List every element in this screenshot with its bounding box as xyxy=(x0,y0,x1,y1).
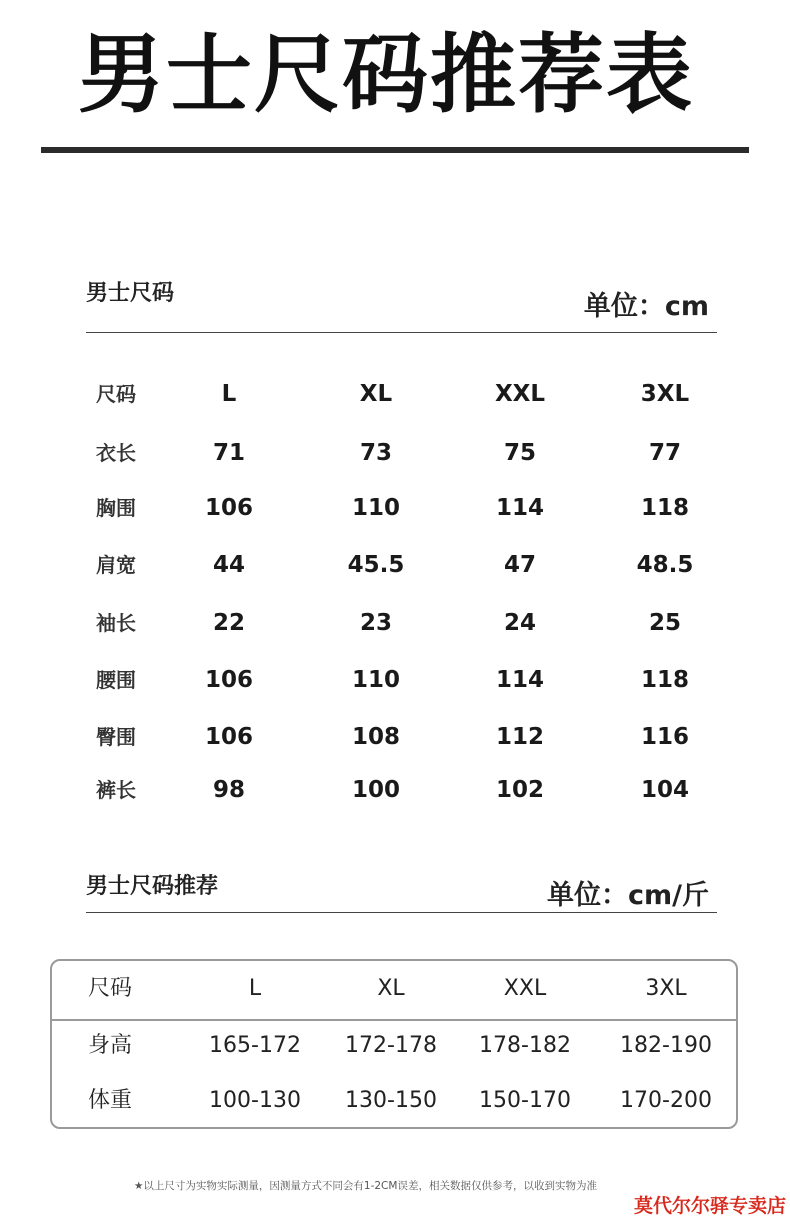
table-cell: 47 xyxy=(503,552,536,578)
table-cell: 22 xyxy=(212,610,245,636)
table-cell: 24 xyxy=(503,610,536,636)
table-row xyxy=(0,1026,790,1066)
header-cell: 3XL xyxy=(645,976,687,1001)
table-cell: 130-150 xyxy=(345,1088,437,1113)
table-cell: 170-200 xyxy=(620,1088,712,1113)
table-cell: 44 xyxy=(212,552,245,578)
table-row xyxy=(0,545,790,585)
row-label: 衣长 xyxy=(96,441,136,465)
table-row xyxy=(0,488,790,528)
section-header-size-chart xyxy=(86,276,717,333)
table-cell: 77 xyxy=(648,440,681,466)
row-label: 腰围 xyxy=(96,668,136,692)
table-cell: 106 xyxy=(204,667,253,693)
footnote: ★以上尺寸为实物实际测量，因测量方式不同会有1-2CM误差，相关数据仅供参考，以收到实物为准 xyxy=(134,1180,597,1192)
table-cell: 106 xyxy=(204,495,253,521)
unit-label: 单位：cm/斤 xyxy=(547,880,709,911)
table-cell: 114 xyxy=(495,667,544,693)
row-label: 尺码 xyxy=(96,382,136,406)
table-cell: 108 xyxy=(351,724,400,750)
table-cell: 165-172 xyxy=(209,1033,301,1058)
header-cell: XXL xyxy=(503,976,547,1001)
store-name: 莫代尔尔驿专卖店 xyxy=(633,1195,786,1217)
table-cell: 25 xyxy=(648,610,681,636)
table-cell: 118 xyxy=(640,667,689,693)
row-label: 尺码 xyxy=(88,976,133,1001)
table-divider xyxy=(52,1019,736,1021)
table-row xyxy=(0,433,790,473)
table-cell: 100-130 xyxy=(209,1088,301,1113)
table-row xyxy=(0,1081,790,1121)
table-cell: 106 xyxy=(204,724,253,750)
table-cell: 114 xyxy=(495,495,544,521)
row-label: 身高 xyxy=(88,1033,133,1058)
section-header-size-recommendation xyxy=(86,869,717,913)
table-cell: 182-190 xyxy=(620,1033,712,1058)
table-cell: 150-170 xyxy=(479,1088,571,1113)
table-row xyxy=(0,770,790,810)
row-label: 体重 xyxy=(88,1088,133,1113)
table-header-row xyxy=(0,969,790,1009)
table-cell: 116 xyxy=(640,724,689,750)
section-label: 男士尺码推荐 xyxy=(86,874,219,899)
table-header-row xyxy=(0,374,790,414)
table-cell: 178-182 xyxy=(479,1033,571,1058)
page-title: 男士尺码推荐表 xyxy=(78,25,694,125)
table-row xyxy=(0,660,790,700)
table-cell: 112 xyxy=(495,724,544,750)
header-cell: XXL xyxy=(494,381,546,407)
unit-label: 单位：cm xyxy=(583,291,709,322)
table-cell: 71 xyxy=(212,440,245,466)
table-row xyxy=(0,717,790,757)
table-cell: 45.5 xyxy=(347,552,405,578)
table-row xyxy=(0,603,790,643)
title-divider xyxy=(41,147,749,153)
table-cell: 172-178 xyxy=(345,1033,437,1058)
table-cell: 118 xyxy=(640,495,689,521)
table-cell: 23 xyxy=(359,610,392,636)
section-label: 男士尺码 xyxy=(86,281,175,306)
header-cell: 3XL xyxy=(640,381,690,407)
row-label: 袖长 xyxy=(96,611,136,635)
row-label: 肩宽 xyxy=(96,553,136,577)
header-cell: XL xyxy=(377,976,405,1001)
header-cell: L xyxy=(248,976,262,1001)
table-cell: 104 xyxy=(640,777,689,803)
row-label: 胸围 xyxy=(96,496,136,520)
table-cell: 102 xyxy=(495,777,544,803)
table-cell: 110 xyxy=(351,495,400,521)
row-label: 裤长 xyxy=(96,778,136,802)
header-cell: XL xyxy=(359,381,393,407)
table-cell: 75 xyxy=(503,440,536,466)
table-cell: 98 xyxy=(212,777,245,803)
table-cell: 100 xyxy=(351,777,400,803)
table-cell: 73 xyxy=(359,440,392,466)
header-cell: L xyxy=(221,381,237,407)
table-cell: 48.5 xyxy=(636,552,694,578)
table-cell: 110 xyxy=(351,667,400,693)
row-label: 臀围 xyxy=(96,725,136,749)
